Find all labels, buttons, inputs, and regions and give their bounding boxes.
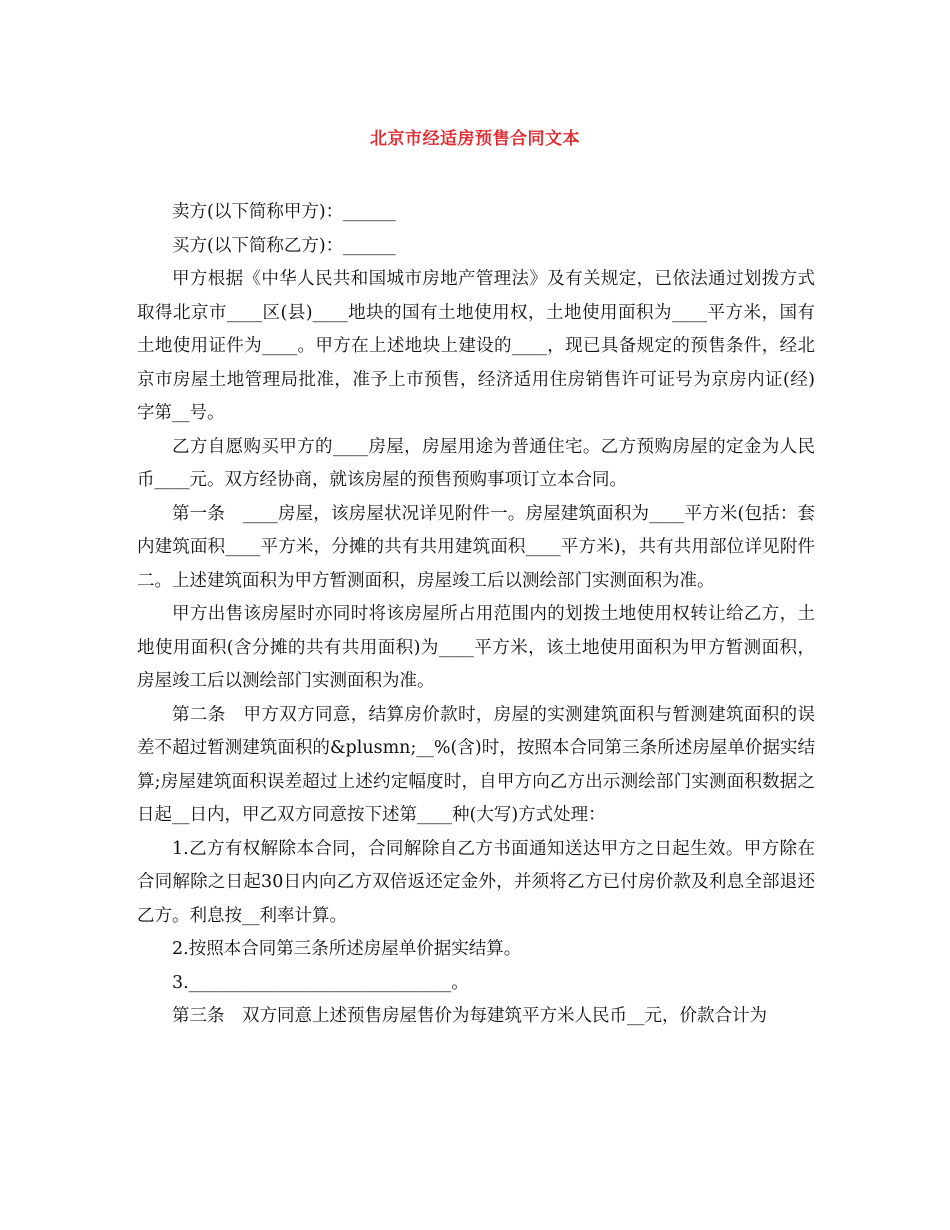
option-1-paragraph: 1.乙方有权解除本合同，合同解除自乙方书面通知送达甲方之日起生效。甲方除在合同解除之日起30日内向乙方双倍返还定金外，并须将乙方已付房价款及利息全部退还乙方。利息按__利率计算。 [137,838,815,926]
article-2-paragraph: 第二条 甲方双方同意，结算房价款时，房屋的实测建筑面积与暂测建筑面积的误差不超过暂测建筑面积的&plusmn;__%(含)时，按照本合同第三条所述房屋单价据实结算;房屋建筑面积误差超过上述约定幅度时，自甲方向乙方出示测绘部门实测面积数据之日起__日内，甲乙双方同意按下述第____种(大写)方式处理： [137,704,815,825]
article-3-paragraph: 第三条 双方同意上述预售房屋售价为每建筑平方米人民币__元，价款合计为 [172,1006,767,1026]
land-use-paragraph: 甲方出售该房屋时亦同时将该房屋所占用范围内的划拨土地使用权转让给乙方，土地使用面积(含分摊的共有共用面积)为____平方米，该土地使用面积为甲方暂测面积，房屋竣工后以测绘部门实测面积为准。 [137,604,815,691]
option-3-paragraph: 3.______________________________。 [172,972,469,993]
article-1-paragraph: 第一条 ____房屋，该房屋状况详见附件一。房屋建筑面积为____平方米(包括：套内建筑面积____平方米，分摊的共有共用建筑面积____平方米)，共有共用部位详见附件二。上述建筑面积为甲方暂测面积，房屋竣工后以测绘部门实测面积为准。 [137,503,815,591]
purchase-paragraph: 乙方自愿购买甲方的____房屋，房屋用途为普通住宅。乙方预购房屋的定金为人民币____元。双方经协商，就该房屋的预售预购事项订立本合同。 [137,436,815,490]
document-title: 北京市经适房预售合同文本 [370,129,580,149]
seller-line: 卖方(以下简称甲方)：______ [172,202,396,222]
buyer-line: 买方(以下简称乙方)：______ [172,235,396,256]
preamble-paragraph: 甲方根据《中华人民共和国城市房地产管理法》及有关规定，已依法通过划拨方式取得北京市____区(县)____地块的国有土地使用权，土地使用面积为____平方米，国有土地使用证件为____。甲方在上述地块上建设的____，现已具备规定的预售条件，经北京市房屋土地管理局批准，准予上市预售，经济适用住房销售许可证号为京房内证(经)字第__号。 [137,269,815,423]
option-2-paragraph: 2.按照本合同第三条所述房屋单价据实结算。 [172,939,522,959]
document-body [137,196,815,1034]
